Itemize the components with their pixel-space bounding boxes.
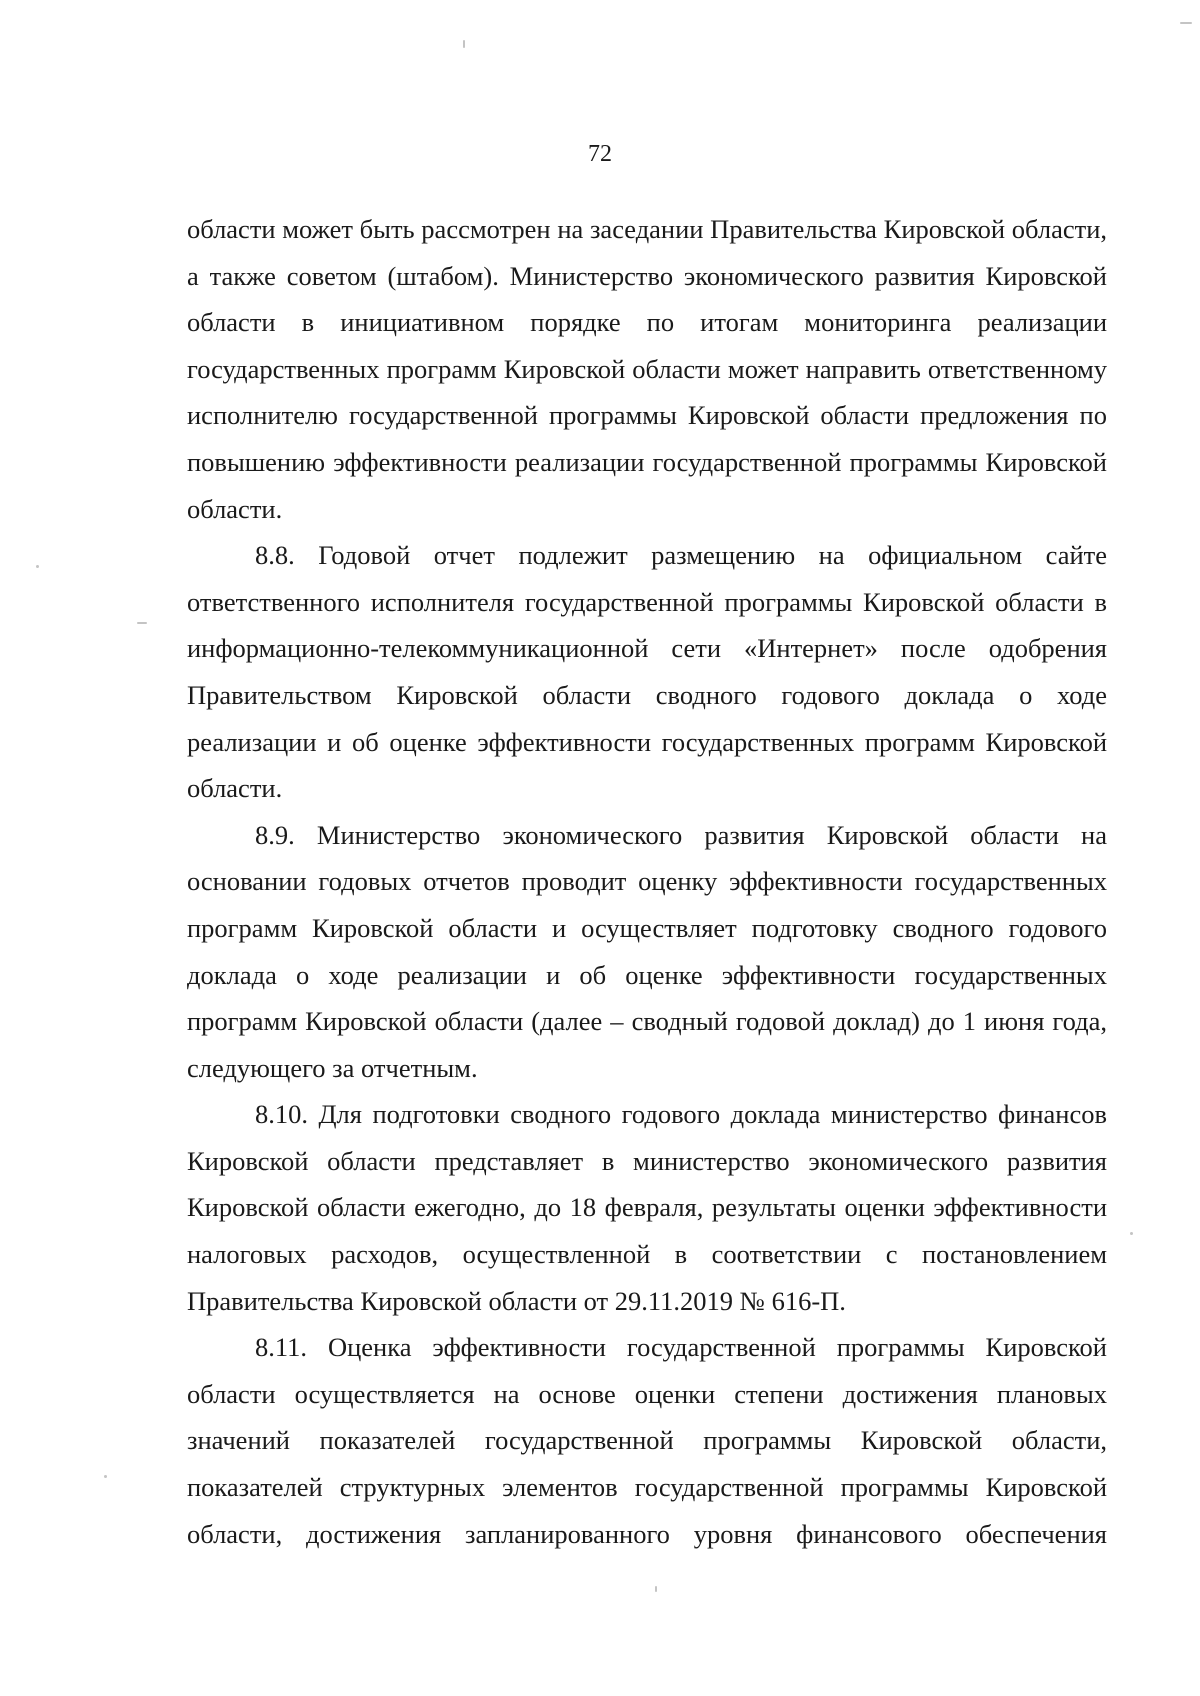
paragraph-8-11: 8.11. Оценка эффективности государственной программы Кировской области осуществляется на основе оценки степени достижения плановых значений показателей государственной программы Кировской области, показателей структурных элементов государственной программы Кировской области, достижения запланированного уровня финансового обеспечения bbox=[187, 1332, 1107, 1549]
scan-speck bbox=[655, 1586, 657, 1592]
scan-speck bbox=[36, 565, 39, 568]
scan-speck bbox=[463, 40, 465, 48]
page-number: 72 bbox=[588, 141, 612, 167]
scan-speck bbox=[1180, 22, 1192, 24]
scan-speck bbox=[1130, 1232, 1133, 1235]
scan-speck bbox=[137, 622, 147, 624]
document-body bbox=[187, 206, 1107, 1557]
scan-speck bbox=[104, 1475, 107, 1478]
paragraph-8-10: 8.10. Для подготовки сводного годового доклада министерство финансов Кировской области представляет в министерство экономического развития Кировской области ежегодно, до 18 февраля, результаты оценки эффективности налоговых расходов, осуществленной в соответствии с постановлением Правительства Кировской области от 29.11.2019 № 616-П. bbox=[187, 1099, 1107, 1316]
paragraph-continuation: области может быть рассмотрен на заседании Правительства Кировской области, а также советом (штабом). Министерство экономического развития Кировской области в инициативном порядке по итогам мониторинга реализации государственных программ Кировской области может направить ответственному исполнителю государственной программы Кировской области предложения по повышению эффективности реализации государственной программы Кировской области. bbox=[187, 214, 1107, 524]
paragraph-8-8: 8.8. Годовой отчет подлежит размещению на официальном сайте ответственного исполнителя государственной программы Кировской области в информационно-телекоммуникационной сети «Интернет» после одобрения Правительством Кировской области сводного годового доклада о ходе реализации и об оценке эффективности государственных программ Кировской области. bbox=[187, 540, 1107, 804]
paragraph-8-9: 8.9. Министерство экономического развития Кировской области на основании годовых отчетов проводит оценку эффективности государственных программ Кировской области и осуществляет подготовку сводного годового доклада о ходе реализации и об оценке эффективности государственных программ Кировской области (далее – сводный годовой доклад) до 1 июня года, следующего за отчетным. bbox=[187, 819, 1107, 1083]
